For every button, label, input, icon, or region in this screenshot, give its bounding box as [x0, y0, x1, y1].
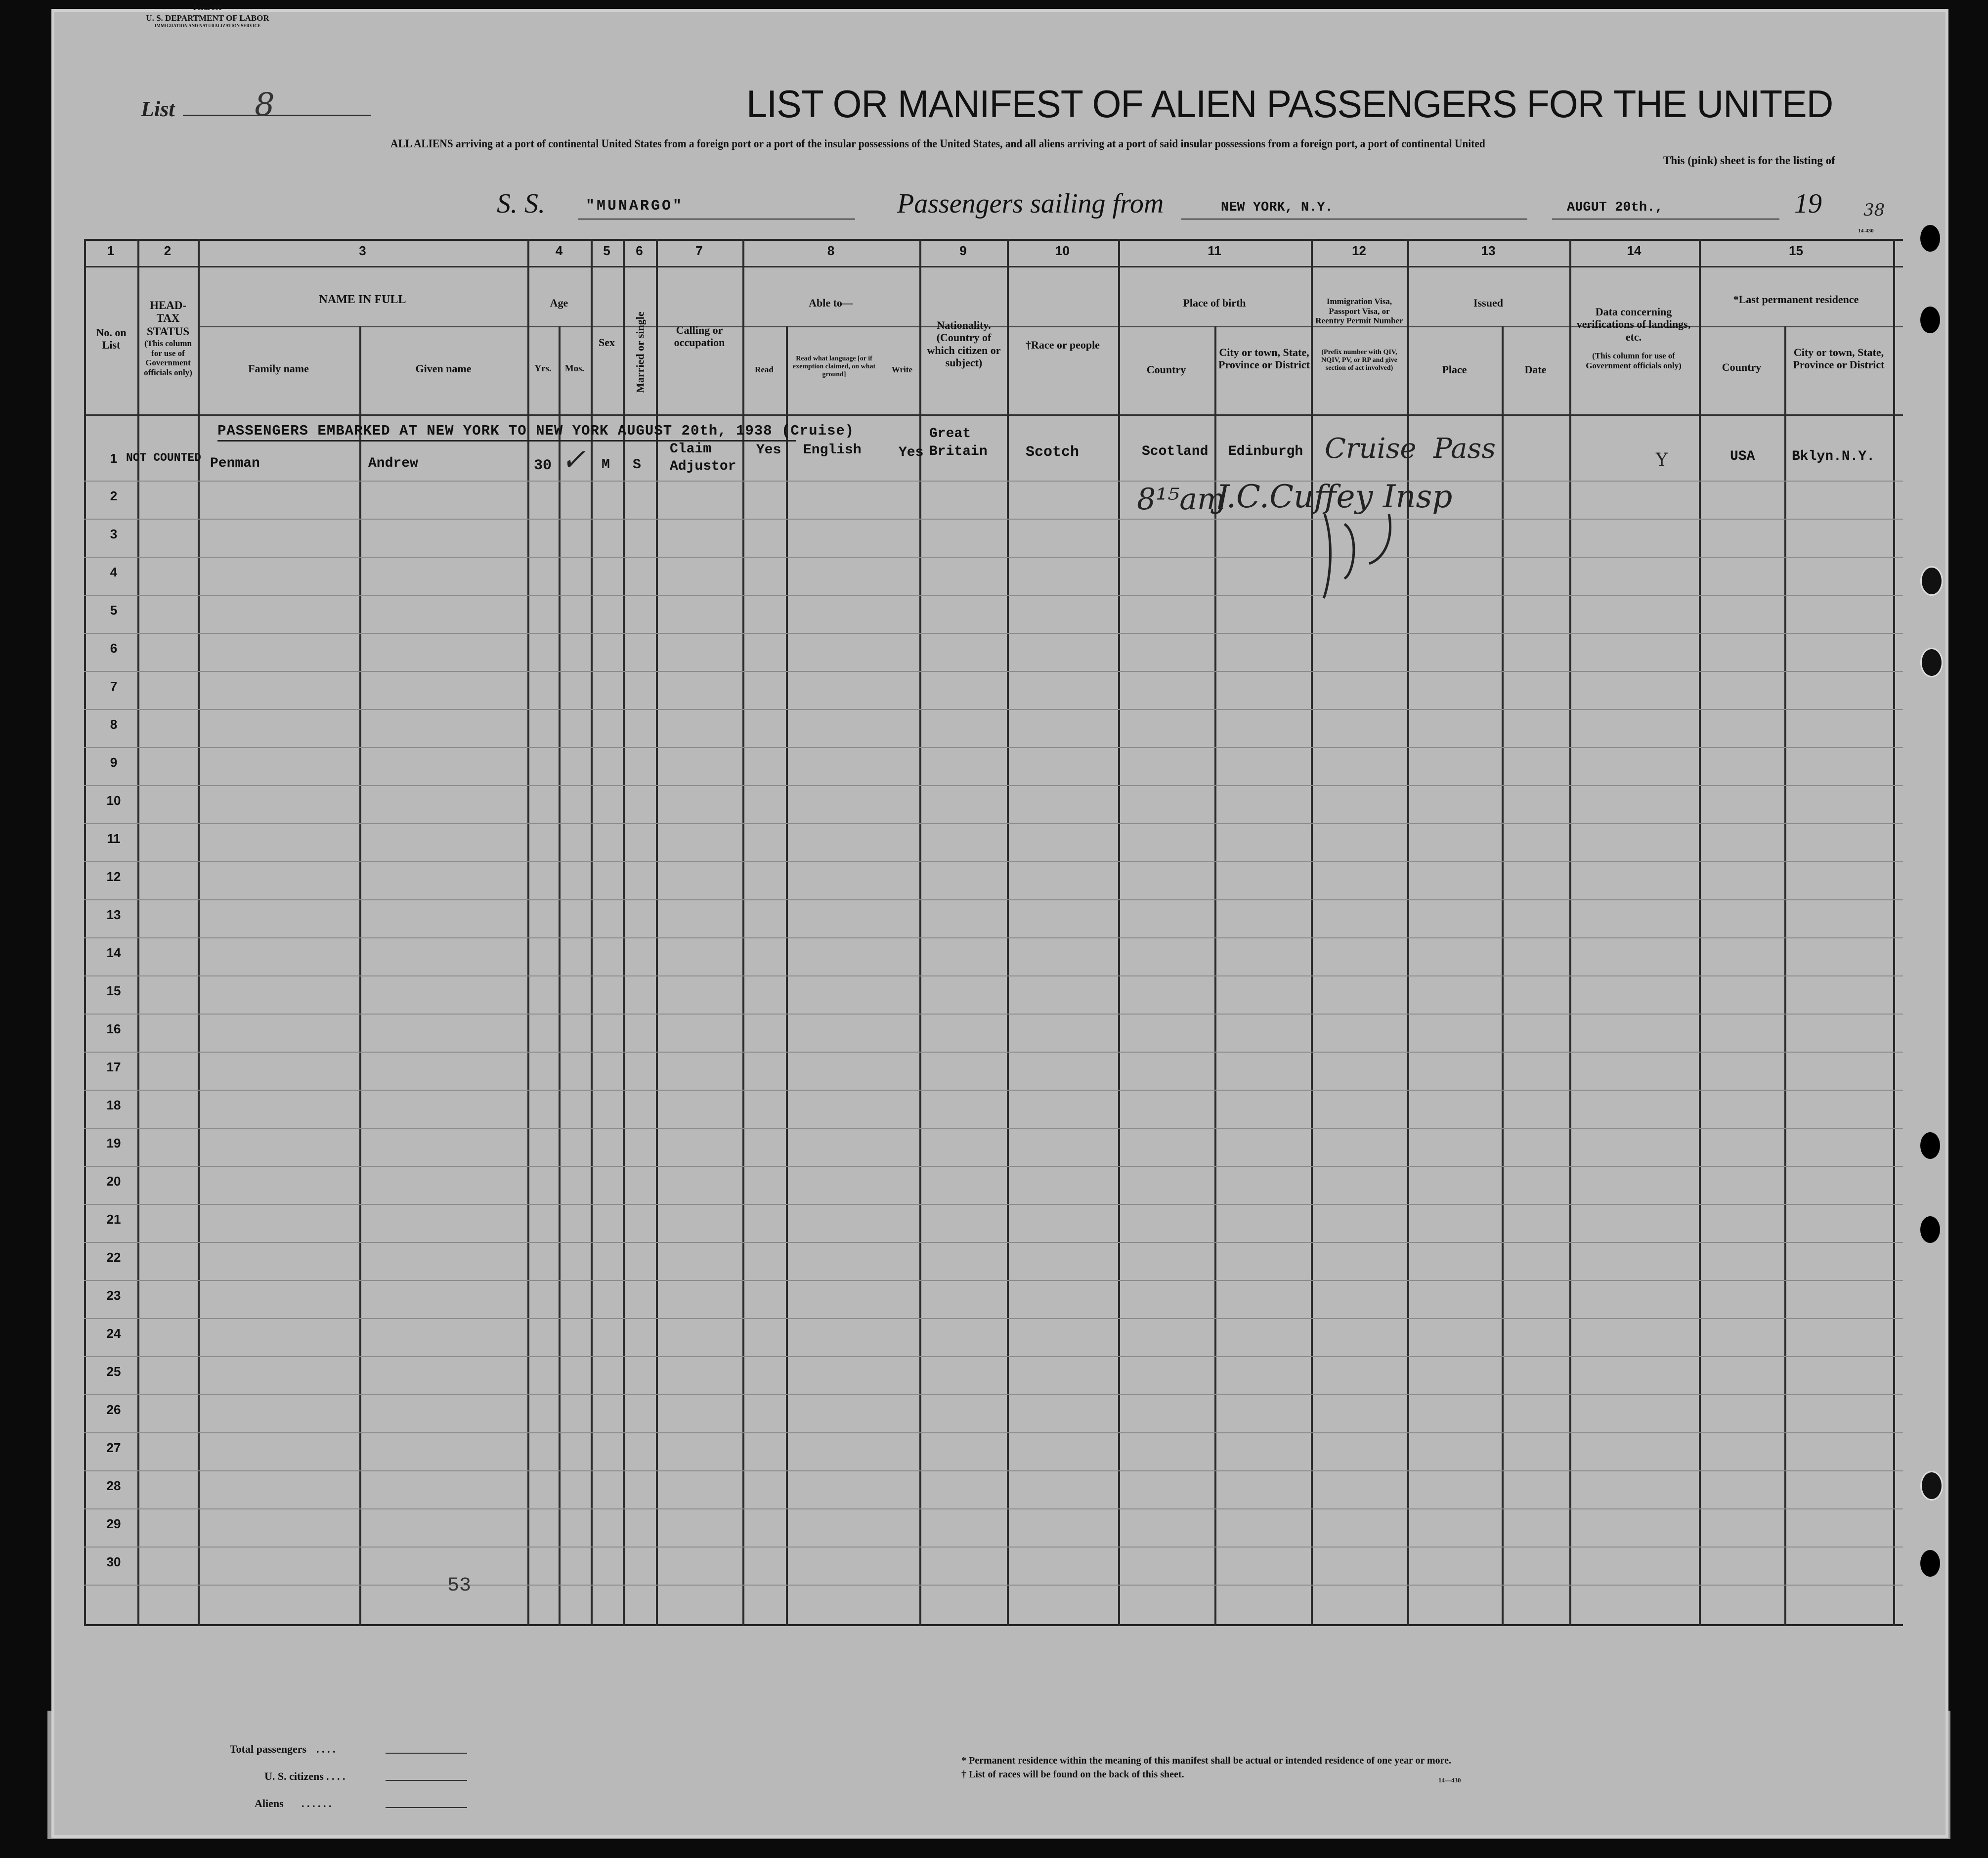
form-code-top: 14-430 — [1858, 228, 1874, 234]
list-underline — [183, 115, 371, 116]
passenger-write: Yes — [899, 445, 924, 460]
list-label: List — [141, 97, 175, 121]
row-line — [84, 1204, 1903, 1205]
punch-hole — [1920, 1132, 1940, 1159]
column-number: 10 — [1055, 243, 1070, 258]
col-line — [1569, 239, 1571, 1626]
verification-mark: Y — [1656, 450, 1668, 470]
row-line — [84, 1356, 1903, 1357]
ship-name: "MUNARGO" — [586, 198, 684, 215]
section-heading: PASSENGERS EMBARKED AT NEW YORK TO NEW YORK AUGUST 20th, 1938 (Cruise) — [217, 423, 855, 439]
ship-underline — [578, 219, 855, 220]
row-line — [84, 633, 1903, 634]
checkmark-icon: ✓ — [561, 442, 586, 477]
service-name: IMMIGRATION AND NATURALIZATION SERVICE — [155, 23, 260, 28]
header-sex: Sex — [599, 336, 615, 349]
column-number: 6 — [636, 243, 643, 258]
department-name: U. S. DEPARTMENT OF LABOR — [146, 13, 269, 23]
punch-hole — [1920, 566, 1943, 596]
passenger-birth-city: Edinburgh — [1228, 444, 1303, 459]
passenger-read: Yes — [756, 442, 781, 458]
row-line — [84, 481, 1903, 482]
row-number: 14 — [106, 945, 121, 960]
footer-dots: . . . . — [316, 1743, 336, 1755]
column-number: 9 — [959, 243, 967, 258]
row-line — [84, 1318, 1903, 1319]
row-number: 24 — [106, 1326, 121, 1341]
form-number: Form 500 — [193, 4, 222, 12]
header-race: †Race or people — [1026, 339, 1100, 351]
row-line — [84, 1166, 1903, 1167]
header-married: Married or single — [634, 311, 647, 393]
passenger-calling-line1: Claim — [670, 442, 712, 457]
row-line — [84, 861, 1903, 862]
year-suffix: 38 — [1863, 200, 1885, 220]
row-line — [84, 557, 1903, 558]
row-number: 4 — [110, 565, 118, 579]
row-line — [84, 519, 1903, 520]
passenger-issued: Pass — [1433, 433, 1496, 465]
header-res-country: Country — [1722, 361, 1762, 373]
sailing-label: Passengers sailing from — [897, 188, 1164, 219]
row-number: 20 — [106, 1174, 121, 1189]
row-number: 8 — [110, 717, 118, 732]
row-number: 21 — [106, 1212, 121, 1227]
instructions-line-1: ALL ALIENS arriving at a port of continental United States from a foreign port or a port of the insular possessions of the United States, and all aliens arriving at a port of said insular possessions from a foreign port, a port of continental United — [390, 137, 1485, 150]
row-number: 11 — [107, 831, 121, 846]
row-line — [84, 785, 1903, 786]
header-place: Place — [1442, 363, 1467, 376]
row-line — [84, 899, 1903, 900]
header-data-note: (This column for use of Government officials only) — [1586, 351, 1682, 370]
row-number: 25 — [106, 1364, 121, 1379]
signature-flourish — [1315, 504, 1414, 603]
sailing-from: NEW YORK, N.Y. — [1221, 200, 1333, 215]
header-res-city: City or town, State, Province or District — [1793, 346, 1885, 371]
header-calling: Calling or occupation — [674, 324, 725, 349]
header-head-tax-note: (This column for use of Government officials only) — [144, 339, 192, 377]
punch-hole — [1920, 225, 1940, 252]
row-number: 13 — [106, 907, 121, 922]
row-number: 5 — [110, 603, 118, 618]
header-family-name: Family name — [248, 362, 309, 375]
header-nationality: Nationality. (Country of which citizen or subject) — [927, 319, 1001, 369]
passenger-language: English — [803, 442, 862, 458]
footer-note-1: * Permanent residence within the meaning of this manifest shall be actual or intended residence of one year or more. — [961, 1755, 1452, 1766]
header-issued: Issued — [1473, 297, 1503, 309]
row-line — [84, 1394, 1903, 1395]
footer-note-2: † List of races will be found on the back of this sheet. — [961, 1769, 1184, 1780]
punch-hole — [1920, 1471, 1943, 1501]
column-number: 13 — [1481, 243, 1496, 258]
punch-hole — [1920, 648, 1943, 677]
col-line — [742, 239, 744, 1626]
row-line — [84, 1547, 1903, 1548]
footer-dots: . . . . . . — [302, 1797, 332, 1810]
aliens-line — [386, 1807, 467, 1808]
header-read: Read — [755, 365, 774, 374]
row-line — [84, 1280, 1903, 1281]
header-country: Country — [1146, 363, 1186, 376]
passenger-res-country: USA — [1730, 449, 1755, 464]
table-bottom-border — [84, 1624, 1903, 1626]
col-line — [527, 239, 529, 1626]
row-number: 6 — [110, 641, 118, 656]
row-number: 26 — [106, 1402, 121, 1417]
row-line — [84, 1508, 1903, 1509]
instructions-line-2: This (pink) sheet is for the listing of — [1663, 154, 1835, 167]
passenger-nationality-line2: Britain — [929, 444, 988, 459]
col-line — [591, 239, 593, 1626]
footer-code: 14—430 — [1438, 1776, 1461, 1784]
header-name-in-full: NAME IN FULL — [319, 293, 406, 306]
punch-hole — [1920, 1550, 1940, 1577]
row-line — [84, 937, 1903, 938]
row-line — [84, 1128, 1903, 1129]
row-line — [84, 1052, 1903, 1053]
punch-hole — [1920, 307, 1940, 333]
table-top-border — [84, 239, 1903, 241]
column-number: 4 — [555, 243, 563, 258]
row-line — [84, 671, 1903, 672]
row-number: 7 — [110, 679, 118, 694]
colnum-separator — [84, 266, 1903, 267]
manifest-sheet — [51, 9, 1948, 1838]
row-number: 16 — [106, 1021, 121, 1036]
header-bottom-line — [84, 414, 1903, 416]
passenger-marital: S — [633, 457, 641, 473]
header-city: City or town, State, Province or District — [1218, 346, 1310, 371]
passenger-race: Scotch — [1026, 444, 1080, 461]
column-number: 7 — [695, 243, 703, 258]
row-line — [84, 595, 1903, 596]
col-line — [198, 239, 200, 1626]
row-line — [84, 1014, 1903, 1015]
passenger-family-name: Penman — [210, 456, 260, 471]
us-citizens-line — [386, 1780, 467, 1781]
row-number: 27 — [106, 1440, 121, 1455]
row-number: 30 — [106, 1554, 121, 1569]
col-line — [137, 239, 139, 1626]
footer-us-citizens: U. S. citizens — [264, 1770, 324, 1782]
footer-total-passengers: Total passengers — [230, 1743, 307, 1755]
column-number: 3 — [359, 243, 366, 258]
page-number: 53 — [447, 1575, 472, 1597]
row-line — [84, 709, 1903, 710]
header-visa: Immigration Visa, Passport Visa, or Reentry Permit Number — [1315, 297, 1403, 326]
row-number: 9 — [110, 755, 118, 770]
passenger-head-tax: NOT COUNTED — [126, 451, 201, 464]
passenger-calling-line2: Adjustor — [670, 459, 736, 474]
year-prefix: 19 — [1794, 188, 1822, 219]
row-number: 10 — [106, 793, 121, 808]
row-number: 29 — [106, 1516, 121, 1531]
row-line — [84, 1242, 1903, 1243]
passenger-res-city: Bklyn.N.Y. — [1792, 449, 1875, 464]
row-line — [84, 1585, 1903, 1586]
total-passengers-line — [386, 1753, 467, 1754]
row-number: 18 — [106, 1098, 121, 1112]
col-line — [656, 239, 658, 1626]
row-line — [84, 1470, 1903, 1471]
footer-dots: . . . . — [326, 1770, 346, 1782]
row-number: 3 — [110, 527, 118, 541]
sailing-date: AUGUT 20th., — [1567, 200, 1663, 215]
row-number: 23 — [106, 1288, 121, 1303]
col-line — [1893, 239, 1895, 1626]
column-number: 8 — [827, 243, 835, 258]
column-number: 12 — [1352, 243, 1366, 258]
header-mos: Mos. — [564, 363, 585, 374]
row-number: 17 — [106, 1060, 121, 1074]
header-place-of-birth: Place of birth — [1183, 297, 1246, 309]
header-date: Date — [1524, 363, 1547, 376]
col-line — [84, 239, 86, 1626]
col-line — [1118, 239, 1120, 1626]
passenger-visa: Cruise — [1325, 433, 1417, 465]
row-number: 15 — [106, 983, 121, 998]
row-line — [84, 823, 1903, 824]
passenger-nationality-line1: Great — [929, 426, 971, 442]
time-annotation: 8¹⁵am — [1137, 482, 1225, 517]
col-line — [1699, 239, 1701, 1626]
column-number: 14 — [1627, 243, 1642, 258]
header-data-concerning: Data concerning verifications of landings, etc. — [1576, 306, 1691, 343]
row-number: 2 — [110, 488, 118, 503]
header-read-language: Read what language [or if exemption claimed, on what ground] — [792, 355, 876, 379]
manifest-title: LIST OR MANIFEST OF ALIEN PASSENGERS FOR THE UNITED — [746, 82, 1833, 126]
row-number: 1 — [110, 451, 118, 466]
header-last-residence: *Last permanent residence — [1733, 293, 1859, 306]
column-number: 5 — [603, 243, 610, 258]
header-visa-note: (Prefix number with QIV, NQIV, PV, or RP and give section of act involved) — [1321, 349, 1397, 372]
header-able-to: Able to— — [809, 297, 853, 309]
column-number: 2 — [164, 243, 172, 258]
row-line — [84, 747, 1903, 748]
header-write: Write — [891, 365, 913, 374]
row-number: 22 — [106, 1250, 121, 1265]
ss-label: S. S. — [497, 188, 545, 219]
column-number: 11 — [1208, 243, 1221, 258]
column-number: 15 — [1789, 243, 1803, 258]
row-number: 12 — [106, 869, 121, 884]
column-number: 1 — [107, 243, 115, 258]
row-number: 28 — [106, 1478, 121, 1493]
list-number: 8 — [255, 87, 275, 123]
header-yrs: Yrs. — [534, 363, 552, 374]
passenger-given-name: Andrew — [368, 456, 418, 471]
row-number: 19 — [106, 1136, 121, 1150]
header-head-tax: HEAD-TAX STATUS — [146, 299, 190, 338]
col-line — [1007, 239, 1009, 1626]
col-line — [623, 239, 625, 1626]
header-age: Age — [550, 297, 568, 309]
header-given-name: Given name — [415, 362, 472, 375]
header-no-on-list: No. on List — [96, 326, 127, 352]
passenger-sex: M — [602, 457, 610, 473]
from-underline — [1181, 219, 1527, 220]
passenger-age: 30 — [534, 457, 552, 474]
row-line — [84, 1432, 1903, 1433]
row-line — [84, 975, 1903, 976]
punch-hole — [1920, 1216, 1940, 1243]
row-line — [84, 1090, 1903, 1091]
date-underline — [1552, 219, 1779, 220]
passenger-birth-country: Scotland — [1142, 444, 1209, 459]
col-line — [1311, 239, 1313, 1626]
footer-aliens: Aliens — [255, 1797, 284, 1810]
inspector-signature: J.C.Cuffey Insp — [1216, 479, 1453, 515]
